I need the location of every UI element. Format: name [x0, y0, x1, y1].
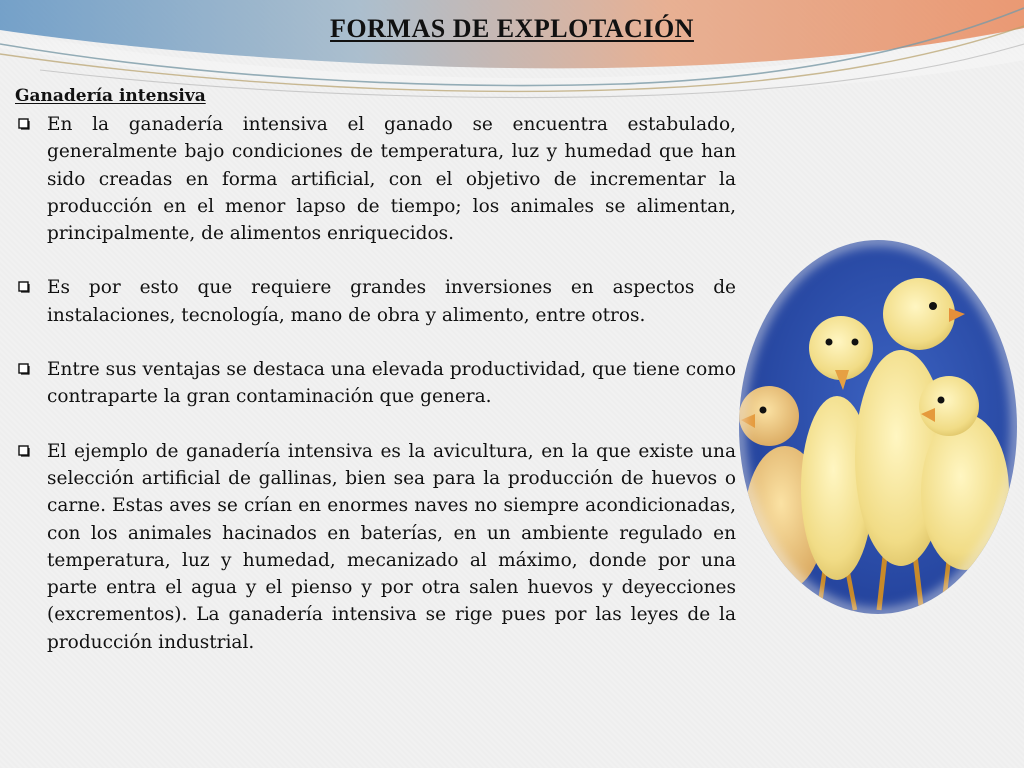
bullet-list [14, 111, 736, 683]
bullet-item [14, 274, 736, 329]
bullet-text: Entre sus ventajas se destaca una elevada productividad, que tiene como contraparte la gran contaminación que genera. [47, 359, 736, 408]
bullet-item [14, 111, 736, 247]
bullet-text: En la ganadería intensiva el ganado se encuentra estabulado, generalmente bajo condiciones de temperatura, luz y humedad que han sido creadas en forma artificial, con el objetivo de incrementar la producción en el menor lapso de tiempo; los animales se alimentan, principalmente, de alimentos enriquecidos. [47, 114, 736, 245]
bullet-text: Es por esto que requiere grandes inversiones en aspectos de instalaciones, tecnología, mano de obra y alimento, entre otros. [47, 277, 736, 326]
slide-title: FORMAS DE EXPLOTACIÓN [330, 14, 694, 43]
section-subtitle: Ganadería intensiva [15, 86, 206, 106]
checkbox-bullet-icon [18, 118, 30, 130]
chicks-photo [737, 238, 1019, 616]
checkbox-bullet-icon [18, 445, 30, 457]
bullet-text: El ejemplo de ganadería intensiva es la avicultura, en la que existe una selección artificial de gallinas, bien sea para la producción de huevos o carne. Estas aves se crían en enormes naves no siempre acondicionadas, con los animales hacinados en baterías, en un ambiente regulado en temperatura, luz y humedad, mecanizado al máximo, donde por una parte entra el agua y el pienso y por otra salen huevos y deyecciones (excrementos). La ganadería intensiva se rige pues por las leyes de la producción industrial. [47, 440, 736, 653]
bullet-item [14, 356, 736, 411]
bullet-item [14, 438, 736, 656]
checkbox-bullet-icon [18, 281, 30, 293]
checkbox-bullet-icon [18, 363, 30, 375]
